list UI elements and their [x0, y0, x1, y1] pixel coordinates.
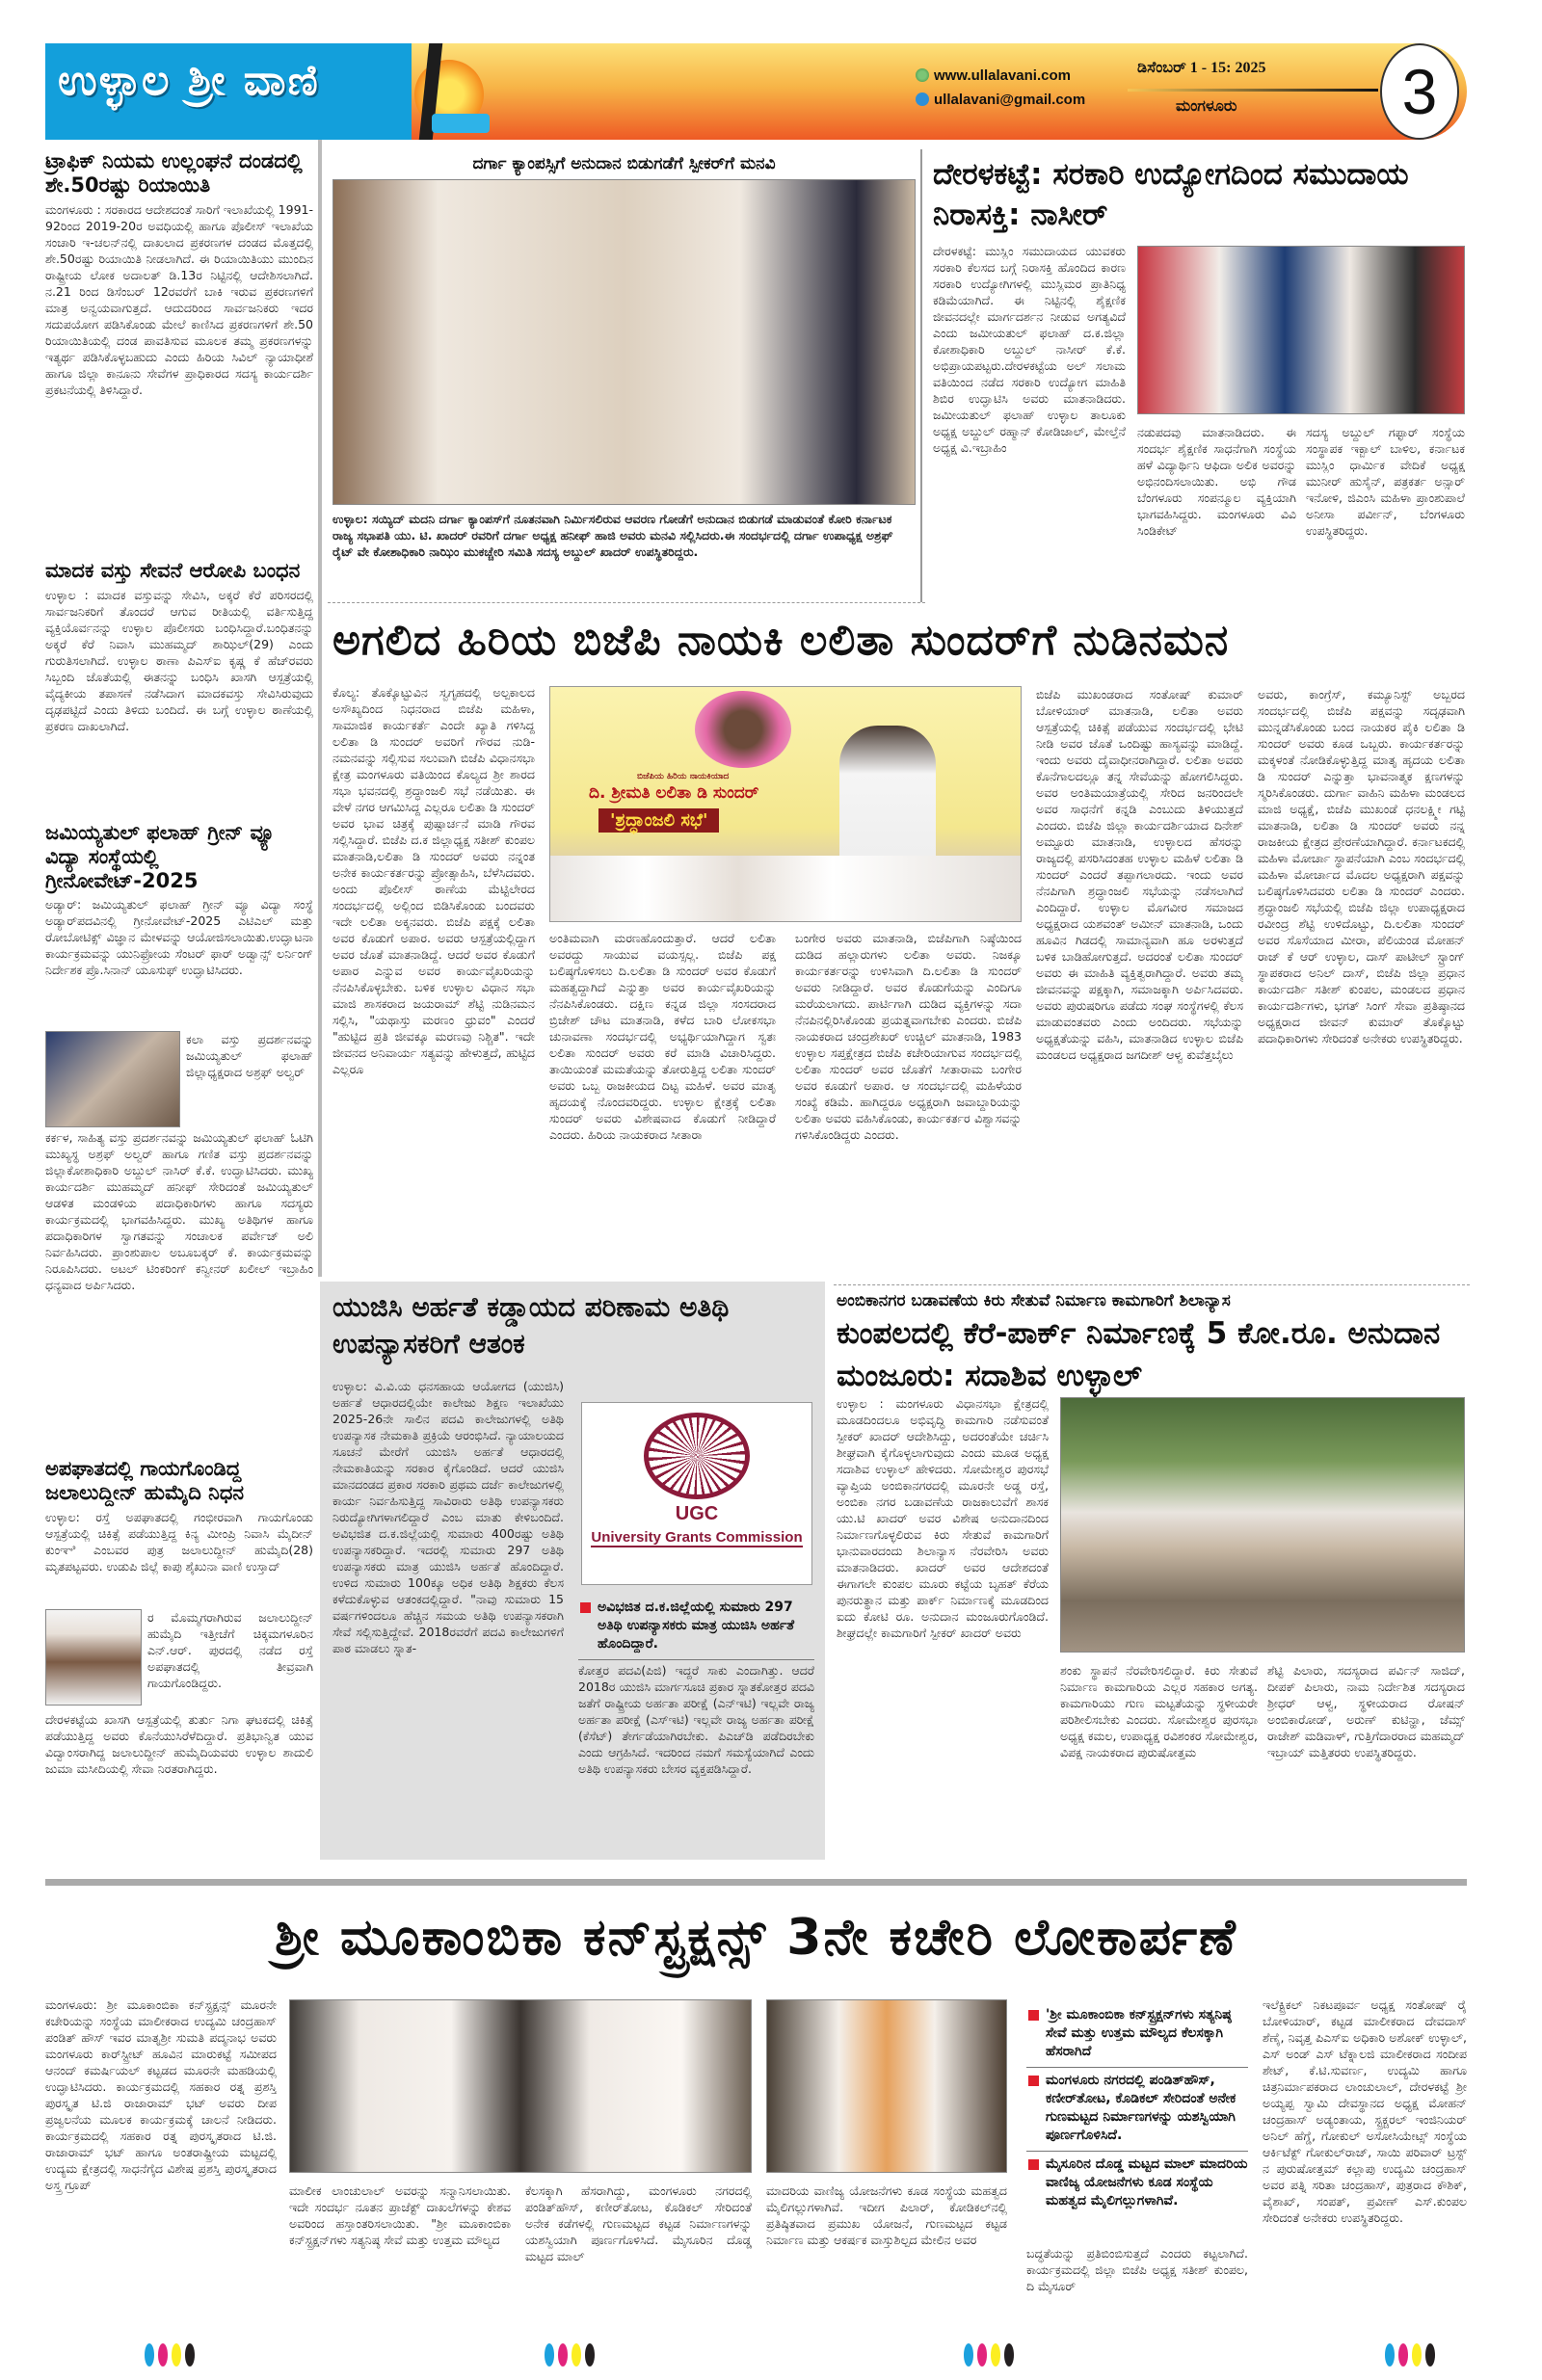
- article-body: ಇಲೆಕ್ಟ್ರಿಕಲ್ ನಿಕಟಪೂರ್ವ ಅಧ್ಯಕ್ಷ ಸಂತೋಷ್ ರೈ ಬೋಳಿಯಾರ್, ಕಟ್ಟಡ ಮಾಲೀಕರಾದ ದೇವದಾಸ್ ಶೆಣೈ, ನಿವೃತ್ತ ಪಿಎಸ್ಐ ಅಧಿಕಾರಿ ಅಶೋಕ್ ಉಳ್ಳಾಲ್, ಎಸ್ ಅಂಡ್ ಎಸ್ ಟೆಕ್ನಾಲಜಿ ಮಾಲೀಕರಾದ ಸಂದೀಪ ಶೇಟ್, ಕೆ.ಟಿ.ಸುವರ್ಣ, ಉದ್ಯಮಿ ಹಾಗೂ ಚಿತ್ರನಿರ್ಮಾಪಕರಾದ ಲಾಂಚುಲಾಲ್, ದೇರಳಕಟ್ಟೆ ಶ್ರೀ ಅಯ್ಯಪ್ಪ ಸ್ವಾಮಿ ದೇವಸ್ಥಾನದ ಅಧ್ಯಕ್ಷ ಮೋಹನ್ ಚಂದ್ರಹಾಸ್ ಅಡ್ಯಂತಾಯ, ಸ್ಟ್ರಕ್ಚರಲ್ ಇಂಜಿನಿಯರ್ ಅನಿಲ್ ಹೆಗ್ಡೆ, ಗೋಕುಲ್ ಅಸೋಸಿಯೇಟ್ಸ್ ಸಂಸ್ಥೆಯ ಆರ್ಕಿಟೆಕ್ಟ್ ಗೋಕುಲ್‌ರಾಜ್, ಸಾಯಿ ಪರಿವಾರ್ ಟ್ರಸ್ಟ್ ನ ಪುರುಷೋತ್ತಮ್ ಕಲ್ಲಾಪು ಉದ್ಯಮಿ ಚಂದ್ರಹಾಸ್ ಅವರ ಪತ್ನಿ ಸರಿತಾ ಚಂದ್ರಹಾಸ್, ಪುತ್ರರಾದ ಕೌಶಿಕ್, ವೈಶಾಖ್, ಸಂಪತ್, ಪ್ರವೀಣ್ ಎಸ್.ಕುಂಪಲ ಸೇರಿದಂತೆ ಅನೇಕರು ಉಪಸ್ಥಿತರಿದ್ದರು.: [1263, 1997, 1467, 2225]
- page-number: 3: [1380, 43, 1459, 140]
- registration-mark-icon: [1385, 2343, 1435, 2367]
- article-body: ಉಳ್ಳಾಲ : ಮಾದಕ ವಸ್ತುವನ್ನು ಸೇವಿಸಿ, ಅಕ್ಕರೆ ಕೆರೆ ಪರಿಸರದಲ್ಲಿ ಸಾರ್ವಜನಿಕರಿಗೆ ತೊಂದರೆ ಆಗುವ ರೀತಿಯಲ್ಲಿ ವರ್ತಿಸುತ್ತಿದ್ದ ವ್ಯಕ್ತಿಯೊರ್ವನನ್ನು ಉಳ್ಳಾಲ ಪೊಲೀಸರು ಬಂಧಿಸಿದ್ದಾರೆ.ಬಂಧಿತನನ್ನು ಅಕ್ಕರೆ ಕೆರೆ ನಿವಾಸಿ ಮುಹಮ್ಮದ್ ಶಾಝಿಲ್(29) ಎಂದು ಗುರುತಿಸಲಾಗಿದೆ. ಉಳ್ಳಾಲ ಠಾಣಾ ಪಿಎಸ್ಐ ಕೃಷ್ಣ ಕೆ ಹೆಚ್‌ರವರು ಸಿಬ್ಬಂದಿ ಜೊತೆಯಲ್ಲಿ ಈತನನ್ನು ಬಂಧಿಸಿ ಖಾಸಗಿ ಆಸ್ಪತ್ರೆಯಲ್ಲಿ ವೈದ್ಯಕೀಯ ತಪಾಸಣೆ ನಡೆಸಿದಾಗ ಮಾದಕವಸ್ತು ಸೇವಿಸಿರುವುದು ದೃಢಪಟ್ಟಿದೆ ಎಂದು ತಿಳಿದು ಬಂದಿದೆ. ಈ ಬಗ್ಗೆ ಉಳ್ಳಾಲ ಠಾಣೆಯಲ್ಲಿ ಪ್ರಕರಣ ದಾಖಲಾಗಿದೆ.: [45, 587, 313, 733]
- article-body: ಬಿಜೆಪಿ ಮುಖಂಡರಾದ ಸಂತೋಷ್ ಕುಮಾರ್ ಬೋಳಿಯಾರ್ ಮಾತನಾಡಿ, ಲಲಿತಾ ಅವರು ಆಸ್ಪತ್ರೆಯಲ್ಲಿ ಚಿಕಿತ್ಸೆ ಪಡೆಯುವ ಸಂದರ್ಭದಲ್ಲಿ ಭೇಟಿ ನೀಡಿ ಅವರ ಜೊತೆ ಒಂದಿಷ್ಟು ಹಾಸ್ಯವನ್ನು ಮಾಡಿದ್ದೆ. ಇಂದು ಅವರು ದೈವಾಧೀನರಾಗಿದ್ದಾರೆ. ಲಲಿತಾ ಅವರು ಕೊನೆಗಾಲದಲ್ಲೂ ತನ್ನ ಸೇವೆಯನ್ನು ಹೋಗಲಿಸಿದ್ದರು. ಅವರ ಅಂತಿಮಯಾತ್ರೆಯಲ್ಲಿ ಸೇರಿದ ಜನರಿಂದಲೇ ಅವರ ಸಾಧನೆಗೆ ಕನ್ನಡಿ ಎಂಬುದು ತಿಳಿಯುತ್ತದೆ ಎಂದರು. ಬಿಜೆಪಿ ಜಿಲ್ಲಾ ಕಾರ್ಯದರ್ಶಿಯಾದ ದಿನೇಶ್ ಅಮ್ಟೂರು ಮಾತನಾಡಿ, ಉಳ್ಳಾಲದ ಹೆಸರನ್ನು ರಾಜ್ಯದಲ್ಲಿ ಪಸರಿಸಿದಂತಹ ಉಳ್ಳಾಲ ಮಹಿಳೆ ಲಲಿತಾ ಡಿ ಸುಂದರ್ ಎಂದರೆ ತಪ್ಪಾಗಲಾರದು. ಇಂದು ಅವರ ನೆನಪಿಗಾಗಿ ಶ್ರದ್ಧಾಂಜಲಿ ಸಭೆಯನ್ನು ನಡೆಸಲಾಗಿದೆ ಎಂದಿದ್ದಾರೆ. ಉಳ್ಳಾಲ ಮೊಗವೀರ ಸಮಾಜದ ಅಧ್ಯಕ್ಷರಾದ ಯಶವಂತ್ ಅಮೀನ್ ಮಾತನಾಡಿ, ಒಂದು ಹೂವಿನ ಗಿಡದಲ್ಲಿ ಸಾಮಾನ್ಯವಾಗಿ ಹೂ ಅರಳುತ್ತದೆ ಬಳಿಕ ಬಾಡಿಹೋಗುತ್ತದೆ. ಅದರಂತೆ ಲಲಿತಾ ಸುಂದರ್ ಅವರು ಈ ಮಾಹಿತಿ ವ್ಯಕ್ತಿತ್ವರಾಗಿದ್ದಾರೆ. ಅವರು ತಮ್ಮ ಜೀವನವನ್ನು ಪಕ್ಷಕ್ಕಾಗಿ, ಸಮಾಜಕ್ಕಾಗಿ ಅರ್ಪಿಸಿದವರು. ಅವರು ಪುರುಷರಿಗೂ ಪಡೆದು ಸಂಘ ಸಂಸ್ಥೆಗಳಲ್ಲಿ ಕೆಲಸ ಮಾಡುವಂತವರು ಎಂದು ಅಂದಿದರು. ಸಭೆಯನ್ನು ಅಧ್ಯಕ್ಷತೆಯನ್ನು ವಹಿಸಿ, ಮಾತನಾಡಿದ ಉಳ್ಳಾಲ ಬಿಜೆಪಿ ಮಂಡಲದ ಅಧ್ಯಕ್ಷರಾದ ಜಗದೀಶ್ ಆಳ್ವ ಕುವೆತ್ತಬೈಲು: [1036, 687, 1243, 1062]
- registration-mark-icon: [145, 2343, 195, 2367]
- article-body: ನಡುಪದವು ಮಾತನಾಡಿದರು. ಈ ಸಂದರ್ಭ ಶೈಕ್ಷಣಿಕ ಸಾಧನೆಗಾಗಿ ಸಂಸ್ಥೆಯ ಹಳೆ ವಿದ್ಯಾರ್ಥಿನಿ ಆಫಿದಾ ಅಲಿಕ ಅವರನ್ನು ಅಭಿನಂದಿಸಲಾಯಿತು. ಅಭಿ ಗೌಡ ಬೆಂಗಳೂರು ಸಂಪನ್ಮೂಲ ವ್ಯಕ್ತಿಯಾಗಿ ಭಾಗವಹಿಸಿದ್ದರು. ಮಂಗಳೂರು ವಿವಿ ಸಿಂಡಿಕೇಟ್: [1137, 425, 1296, 538]
- story-drug-arrest: [45, 559, 313, 797]
- story-traffic-fine: [45, 149, 313, 446]
- headline: ಅಗಲಿದ ಹಿರಿಯ ಬಿಜೆಪಿ ನಾಯಕಿ ಲಲಿತಾ ಸುಂದರ್‌ಗೆ ನುಡಿನಮನ: [332, 616, 1230, 665]
- highlight-bullet: 'ಶ್ರೀ ಮೂಕಾಂಬಿಕಾ ಕನ್‌ಸ್ಟ್ರಕ್ಷನ್‌ಗಳು ಸತ್ಯನಿಷ್ಠ ಸೇವೆ ಮತ್ತು ಉತ್ತಮ ಮೌಲ್ಯದ ಕೆಲಸಕ್ಕಾಗಿ ಹೆಸರಾಗಿದೆ: [1026, 2002, 1248, 2068]
- section-divider: [45, 1879, 1467, 1886]
- article-body: ರ ಮೊಮ್ಮಗರಾಗಿರುವ ಜಲಾಲುದ್ದೀನ್ ಹುಮೈದಿ ಇತ್ತೀಚೆಗೆ ಚಿಕ್ಕಮಗಳೂರಿನ ಎನ್.ಆರ್. ಪುರದಲ್ಲಿ ನಡೆದ ರಸ್ತೆ ಅಪಘಾತದಲ್ಲಿ ತೀವ್ರವಾಗಿ ಗಾಯಗೊಂಡಿದ್ದರು.: [147, 1609, 313, 1690]
- photo-caption: ಉಳ್ಳಾಲ: ಸಯ್ಯಿದ್ ಮದನಿ ದರ್ಗಾ ಕ್ಯಾಂಪಸ್‌ಗೆ ನೂತನವಾಗಿ ನಿರ್ಮಿಸಲಿರುವ ಆವರಣ ಗೋಡೆಗೆ ಅನುದಾನ ಬಿಡುಗಡೆ ಮಾಡುವಂತೆ ಕೋರಿ ಕರ್ನಾಟಕ ರಾಜ್ಯ ಸಭಾಪತಿ ಯು. ಟಿ. ಖಾದರ್ ರವರಿಗೆ ದರ್ಗಾ ಅಧ್ಯಕ್ಷ ಹನೀಫ್ ಹಾಜಿ ಅವರು ಮನವಿ ಸಲ್ಲಿಸಿದರು.ಈ ಸಂದರ್ಭದಲ್ಲಿ ದರ್ಗಾ ಉಪಾಧ್ಯಕ್ಷ ಅಶ್ರಫ್ ರೈಟ್ ವೇ ಕೋಶಾಧಿಕಾರಿ ನಾಝಿಂ ಮುಕಚ್ಚೇರಿ ಸಮಿತಿ ಸದಸ್ಯ ಅಬ್ದುಲ್ ಖಾದರ್ ಉಪಸ್ಥಿತರಿದ್ದರು.: [332, 512, 893, 560]
- headline: ಅಪಘಾತದಲ್ಲಿ ಗಾಯಗೊಂಡಿದ್ದ ಜಲಾಲುದ್ದೀನ್ ಹುಮೈದಿ ನಿಧನ: [45, 1457, 245, 1504]
- story-mookambika: [45, 1903, 1467, 1972]
- banner-event: 'ಶ್ರದ್ಧಾಂಜಲಿ ಸಭೆ': [598, 808, 719, 833]
- article-body: ಮಾದರಿಯ ವಾಣಿಜ್ಯ ಯೋಜನೆಗಳು ಕೂಡ ಸಂಸ್ಥೆಯ ಮಹತ್ವದ ಮೈಲಿಗಲ್ಲುಗಳಾಗಿವೆ. ಇದೀಗ ಪಿಲಾರ್, ಕೋಡಿಕಲ್‌ನಲ್ಲಿ ಪ್ರತಿಷ್ಠಿತವಾದ ಪ್ರಮುಖ ಯೋಜನೆ, ಗುಣಮಟ್ಟದ ಕಟ್ಟಡ ನಿರ್ಮಾಣ ಮತ್ತು ಆಕರ್ಷಕ ವಾಸ್ತುಶಿಲ್ಪದ ಮೇಲಿನ ಅವರ: [766, 2183, 1007, 2247]
- story-greenovate: [45, 821, 313, 1378]
- article-body: ಮಂಗಳೂರು : ಸರಕಾರದ ಆದೇಶದಂತೆ ಸಾರಿಗೆ ಇಲಾಖೆಯಲ್ಲಿ 1991-92ರಿಂದ 2019-20ರ ಅವಧಿಯಲ್ಲಿ ಹಾಗೂ ಪೊಲೀಸ್ ಇಲಾಖೆಯ ಸಂಚಾರಿ ಇ-ಚಲನ್‌ನಲ್ಲಿ ದಾಖಲಾದ ಪ್ರಕರಣಗಳ ದಂಡದ ಮೊತ್ತದಲ್ಲಿ ಶೇ.50ರಷ್ಟು ರಿಯಾಯಿತಿ ನೀಡಲಾಗಿದೆ. ಈ ರಿಯಾಯಿತಿಯು ಮುಂದಿನ ರಾಷ್ಟ್ರೀಯ ಲೋಕ ಅದಾಲತ್ ಡಿ.13ರ ನಿಟ್ಟಿನಲ್ಲಿ ಆದೇಶಿಸಲಾಗಿದೆ. ನ.21 ರಿಂದ ಡಿಸೆಂಬರ್ 12ರವರೆಗೆ ಬಾಕಿ ಇರುವ ಪ್ರಕರಣಗಳಿಗೆ ಮಾತ್ರ ಅನ್ವಯವಾಗುತ್ತದೆ. ಆದುದರಿಂದ ಸಾರ್ವಜನಿಕರು ಇದರ ಸದುಪಯೋಗ ಪಡಿಸಿಕೊಂಡು ಮೇಲೆ ಕಾಣಿಸಿದ ಪ್ರಕರಣಗಳಿಗೆ ಶೇ.50 ರಿಯಾಯಿತಿಯಲ್ಲಿ ದಂಡ ಪಾವತಿಸುವ ಮೂಲಕ ತಮ್ಮ ಪ್ರಕರಣಗಳನ್ನು ಇತ್ಯರ್ಥ ಪಡಿಸಿಕೊಳ್ಳಬಹುದು ಎಂದು ಹಿರಿಯ ಸಿವಿಲ್ ನ್ಯಾಯಾಧೀಶೆ ಹಾಗೂ ಜಿಲ್ಲಾ ಕಾನೂನು ಸೇವೆಗಳ ಪ್ರಾಧಿಕಾರದ ಸದಸ್ಯ ಕಾರ್ಯದರ್ಶಿ ಪ್ರಕಟನೆಯಲ್ಲಿ ತಿಳಿಸಿದ್ದಾರೆ.: [45, 201, 313, 397]
- story-deralakatte: [933, 154, 1468, 235]
- envelope-icon: [916, 93, 929, 106]
- article-body: ಶೆಟ್ಟಿ ಪಿಲಾರು, ಸದಸ್ಯರಾದ ಪರ್ವಿನ್ ಸಾಜಿದ್, ದೀಪಕ್ ಪಿಲಾರು, ನಾಮ ನಿರ್ದೇಶಿತ ಸದಸ್ಯರಾದ ಶ್ರೀಧರ್ ಆಳ್ವ, ಸ್ಥಳೀಯರಾದ ರೋಷನ್ ಅಂಬಿಕಾರೋಡ್, ಅರುಣ್ ಕುಟಿನ್ಹಾ, ಜೆಮ್ಸ್ ರಾಜೇಶ್ ಮಡಿವಾಳ್, ಗುತ್ತಿಗೆದಾರರಾದ ಮಹಮ್ಮದ್ ಇಬ್ರಾಯ್ ಮತ್ತಿತರರು ಉಪಸ್ಥಿತರಿದ್ದರು.: [1267, 1663, 1465, 1759]
- website-link[interactable]: www.ullalavani.com: [916, 67, 1071, 84]
- story-ugc: [332, 1289, 814, 1362]
- kicker: ಅಂಬಿಕಾನಗರ ಬಡಾವಣೆಯ ಕಿರು ಸೇತುವೆ ನಿರ್ಮಾಣ ಕಾಮಗಾರಿಗೆ ಶಿಲಾನ್ಯಾಸ: [837, 1291, 1231, 1310]
- article-body: ಕೆಲಸಕ್ಕಾಗಿ ಹೆಸರಾಗಿದ್ದು, ಮಂಗಳೂರು ನಗರದಲ್ಲಿ ಪಂಡಿತ್‌ಹೌಸ್, ಕಣೀರ್‌ತೋಟ, ಕೊಡಿಕಲ್ ಸೇರಿದಂತೆ ಅನೇಕ ಕಡೆಗಳಲ್ಲಿ ಗುಣಮಟ್ಟದ ಕಟ್ಟಡ ನಿರ್ಮಾಣಗಳನ್ನು ಯಶಸ್ವಿಯಾಗಿ ಪೂರ್ಣಗೊಳಿಸಿದೆ. ಮೈಸೂರಿನ ದೊಡ್ಡ ಮಟ್ಟದ ಮಾಲ್: [525, 2183, 752, 2263]
- article-body: ಬದ್ಧತೆಯನ್ನು ಪ್ರತಿಬಿಂಬಿಸುತ್ತದೆ ಎಂದರು ಕಟ್ಟಲಾಗಿದೆ. ಕಾರ್ಯಕ್ರಮದಲ್ಲಿ ಜಿಲ್ಲಾ ಬಿಜೆಪಿ ಅಧ್ಯಕ್ಷ ಸತೀಶ್ ಕುಂಪಲ, ದಿ ಮೈಸೂರ್: [1026, 2246, 1248, 2293]
- ribbon-cutting-photo: [766, 1999, 1007, 2173]
- headline: ಶ್ರೀ ಮೂಕಾಂಬಿಕಾ ಕನ್‌ಸ್ಟ್ರಕ್ಷನ್ಸ್ 3ನೇ ಕಚೇರಿ ಲೋಕಾರ್ಪಣೆ: [275, 1909, 1237, 1967]
- story-kumpala-park: [837, 1291, 1468, 1397]
- story-dargah-grant: [332, 154, 916, 580]
- shraddhanjali-photo: [549, 686, 1022, 922]
- globe-icon: [916, 68, 929, 82]
- lamp-lighting-photo: [289, 1999, 752, 2173]
- headline: ಜಮಿಯ್ಯತುಲ್ ಫಲಾಹ್ ಗ್ರೀನ್ ವ್ಯೂ ವಿದ್ಯಾ ಸಂಸ್ಥೆಯಲ್ಲಿ ಗ್ರೀನೋವೇಟ್-2025: [45, 821, 276, 892]
- portrait-garland: [695, 691, 791, 768]
- banner-subtitle: ಬಿಜೆಪಿಯ ಹಿರಿಯ ನಾಯಕಿಯಾದ: [637, 772, 730, 781]
- story-lalitha-sundar: [332, 612, 1465, 670]
- article-body: ಕಲಾ ವಸ್ತು ಪ್ರದರ್ಶನವನ್ನು ಜಮಿಯ್ಯತುಲ್ ಫಲಾಹ್ ಜಿಲ್ಲಾಧ್ಯಕ್ಷರಾದ ಅಶ್ರಫ್ ಅಲ್ವರ್: [186, 1032, 313, 1080]
- headline: ಟ್ರಾಫಿಕ್ ನಿಯಮ ಉಲ್ಲಂಘನೆ ದಂಡದಲ್ಲಿ ಶೇ.50ರಷ್ಟು ರಿಯಾಯಿತಿ: [45, 149, 303, 197]
- article-body: ಮಾಲೀಕ ಲಾಂಚುಲಾಲ್ ಅವರನ್ನು ಸನ್ಮಾನಿಸಲಾಯಿತು. ಇದೇ ಸಂದರ್ಭ ನೂತನ ಪ್ರಾಜೆಕ್ಟ್ ದಾಖಲೆಗಳನ್ನು ಕೇಶವ ಅವರಿಂದ ಹಸ್ತಾಂತರಿಸಲಾಯಿತು. "ಶ್ರೀ ಮೂಕಾಂಬಿಕಾ ಕನ್‌ಸ್ಟ್ರಕ್ಷನ್‌ಗಳು ಸತ್ಯನಿಷ್ಠ ಸೇವೆ ಮತ್ತು ಉತ್ತಮ ಮೌಲ್ಯದ: [289, 2183, 511, 2247]
- newspaper-title: ಉಳ್ಳಾಲ ಶ್ರೀ ವಾಣಿ: [58, 56, 320, 105]
- banner-name: ದಿ. ಶ್ರೀಮತಿ ಲಲಿತಾ ಡಿ ಸುಂದರ್: [589, 783, 759, 803]
- article-body: ಉಳ್ಳಾಲ: ರಸ್ತೆ ಅಪಘಾತದಲ್ಲಿ ಗಂಭೀರವಾಗಿ ಗಾಯಗೊಂಡು ಆಸ್ಪತ್ರೆಯಲ್ಲಿ ಚಿಕಿತ್ಸೆ ಪಡೆಯುತ್ತಿದ್ದ ಕಿನ್ಯ ಮೀಂಪ್ರಿ ನಿವಾಸಿ ಮೈದೀನ್ ಕುಂಞಿ ಎಂಬವರ ಪುತ್ರ ಜಲಾಲುದ್ದೀನ್ ಹುಮೈದಿ(28) ಮೃತಪಟ್ಟವರು. ಉಡುಪಿ ಜಿಲ್ಲೆ ಕಾಪು ಶೈಖುನಾ ವಾಣಿ ಉಸ್ತಾದ್: [45, 1509, 313, 1573]
- seated-guests: [550, 856, 1021, 922]
- date-divider: [1128, 89, 1378, 92]
- article-body: ದೇರಳಕಟ್ಟೆ: ಮುಸ್ಲಿಂ ಸಮುದಾಯದ ಯುವಕರು ಸರಕಾರಿ ಕೆಲಸದ ಬಗ್ಗೆ ನಿರಾಸಕ್ತಿ ಹೊಂದಿದ ಕಾರಣ ಸರಕಾರಿ ಉದ್ಯೋಗಿಗಳಲ್ಲಿ ಮುಸ್ಲಿಮರ ಪ್ರಾತಿನಿಧ್ಯ ಕಡಿಮೆಯಾಗಿದೆ. ಈ ನಿಟ್ಟಿನಲ್ಲಿ ಶೈಕ್ಷಣಿಕ ಜೀವನದಲ್ಲೇ ಮಾರ್ಗದರ್ಶನ ನೀಡುವ ಅಗತ್ಯವಿದೆ ಎಂದು ಜಮೀಯತುಲ್ ಫಲಾಹ್ ದ.ಕ.ಜಿಲ್ಲಾ ಕೋಶಾಧಿಕಾರಿ ಅಬ್ದುಲ್ ನಾಸೀರ್ ಕೆ.ಕೆ. ಅಭಿಪ್ರಾಯಪಟ್ಟರು.ದೇರಳಕಟ್ಟೆಯ ಅಲ್ ಸಲಾಮ ವತಿಯಿಂದ ನಡೆದ ಸರಕಾರಿ ಉದ್ಯೋಗ ಮಾಹಿತಿ ಶಿಬಿರ ಉದ್ಘಾಟಿಸಿ ಅವರು ಮಾತನಾಡಿದರು. ಜಮೀಯತುಲ್ ಫಲಾಹ್ ಉಳ್ಳಾಲ ತಾಲೂಕು ಅಧ್ಯಕ್ಷ ಅಬ್ದುಲ್ ರಹ್ಮಾನ್ ಕೋಡಿಜಾಲ್, ಮೇಲ್ತೆನೆ ಅಧ್ಯಕ್ಷ ವಿ.ಇಬ್ರಾಹಿಂ: [933, 244, 1126, 455]
- email-link[interactable]: ullalavani@gmail.com: [916, 92, 1085, 108]
- article-body: ಉಳ್ಳಾಲ: ವಿ.ವಿ.ಯ ಧನಸಹಾಯ ಆಯೋಗದ (ಯುಜಿಸಿ) ಅರ್ಹತೆ ಆಧಾರದಲ್ಲಿಯೇ ಕಾಲೇಜು ಶಿಕ್ಷಣ ಇಲಾಖೆಯು 2025-26ನೇ ಸಾಲಿನ ಪದವಿ ಕಾಲೇಜುಗಳಲ್ಲಿ ಅತಿಥಿ ಉಪನ್ಯಾಸಕ ನೇಮಕಾತಿ ಪ್ರಕ್ರಿಯೆ ಆರಂಭಿಸಿದೆ. ನ್ಯಾಯಾಲಯದ ಸೂಚನೆ ಮೇರೆಗೆ ಯುಜಿಸಿ ಅರ್ಹತೆ ಆಧಾರದಲ್ಲಿ ನೇಮಕಾತಿಯನ್ನು ಸರಕಾರ ಕೈಗೊಂಡಿದೆ. ಆದರೆ ಯುಜಿಸಿ ಮಾನದಂಡದ ಪ್ರಕಾರ ಸರಕಾರಿ ಪ್ರಥಮ ದರ್ಜೆ ಕಾಲೇಜುಗಳಲ್ಲಿ ಕಾರ್ಯ ನಿರ್ವಹಿಸುತ್ತಿದ್ದ ಸಾವಿರಾರು ಅತಿಥಿ ಉಪನ್ಯಾಸಕರು ನಿರುದ್ಯೋಗಿಗಳಾಗಲಿದ್ದಾರೆ ಎಂಬ ಮಾತು ಕೇಳಿಬಂದಿದೆ. ಅವಿಭಜಿತ ದ.ಕ.ಜಿಲ್ಲೆಯಲ್ಲಿ ಸುಮಾರು 400ರಷ್ಟು ಅತಿಥಿ ಉಪನ್ಯಾಸಕರಿದ್ದಾರೆ. ಇದರಲ್ಲಿ ಸುಮಾರು 297 ಅತಿಥಿ ಉಪನ್ಯಾಸಕರು ಮಾತ್ರ ಯುಜಿಸಿ ಅರ್ಹತೆ ಹೊಂದಿದ್ದಾರೆ. ಉಳಿದ ಸುಮಾರು 100ಕ್ಕೂ ಅಧಿಕ ಅತಿಥಿ ಶಿಕ್ಷಕರು ಕೆಲಸ ಕಳೆದುಕೊಳ್ಳುವ ಆತಂಕದಲ್ಲಿದ್ದಾರೆ. "ನಾವು ಸುಮಾರು 15 ವರ್ಷಗಳಿಂದಲೂ ಹೆಚ್ಚಿನ ಸಮಯ ಅತಿಥಿ ಉಪನ್ಯಾಸಕರಾಗಿ ಸೇವೆ ಸಲ್ಲಿಸುತ್ತಿದ್ದೇವೆ. 2018ರವರೆಗೆ ಪದವಿ ಕಾಲೇಜುಗಳಿಗೆ ಪಾಠ ಮಾಡಲು ಸ್ನಾತ-: [332, 1379, 564, 1655]
- article-body: ಮಂಗಳೂರು: ಶ್ರೀ ಮೂಕಾಂಬಿಕಾ ಕನ್‌ಸ್ಟ್ರಕ್ಷನ್ಸ್ ಮೂರನೇ ಕಚೇರಿಯನ್ನು ಸಂಸ್ಥೆಯ ಮಾಲೀಕರಾದ ಉದ್ಯಮಿ ಚಂದ್ರಹಾಸ್ ಪಂಡಿತ್ ಹೌಸ್ ಇವರ ಮಾತೃಶ್ರೀ ಸುಮತಿ ಪದ್ಮನಾಭ ಅವರು ಮಂಗಳೂರು ಕಾರ್‌ಸ್ಟ್ರೀಟ್ ಹೂವಿನ ಮಾರುಕಟ್ಟೆ ಸಮೀಪದ ಆನಂದ್ ಕಮರ್ಷಿಯಲ್ ಕಟ್ಟಡದ ಮೂರನೇ ಮಹಡಿಯಲ್ಲಿ ಉದ್ಘಾಟಿಸಿದರು. ಕಾರ್ಯಕ್ರಮದಲ್ಲಿ ಸಹಕಾರ ರತ್ನ ಪ್ರಶಸ್ತಿ ಪುರಸ್ಕೃತ ಟಿ.ಜಿ ರಾಜಾರಾಮ್ ಭಟ್ ಅವರು ದೀಪ ಪ್ರಜ್ವಲನೆಯ ಮೂಲಕ ಕಾರ್ಯಕ್ರಮಕ್ಕೆ ಚಾಲನೆ ನೀಡಿದರು. ಕಾರ್ಯಕ್ರಮದಲ್ಲಿ ಸಹಕಾರ ರತ್ನ ಪುರಸ್ಕೃತರಾದ ಟಿ.ಜಿ. ರಾಜಾರಾಮ್ ಭಟ್ ಹಾಗೂ ಅಂತರಾಷ್ಟ್ರೀಯ ಮಟ್ಟದಲ್ಲಿ ಉದ್ಯಮ ಕ್ಷೇತ್ರದಲ್ಲಿ ಸಾಧನೆಗೈದ ವಿಶೇಷ ಪ್ರಶಸ್ತಿ ಪುರಸ್ಕೃತರಾದ ಅಸ್ತ್ರ ಗ್ರೂಪ್: [45, 1997, 277, 2192]
- article-body: ಬಂಗೇರ ಅವರು ಮಾತನಾಡಿ, ಬಿಜೆಪಿಗಾಗಿ ನಿಷ್ಠೆಯಿಂದ ದುಡಿದ ಹಲ್ಲಾರುಗಳು ಲಲಿತಾ ಅವರು. ನಿಜಕ್ಕೂ ಕಾರ್ಯಕರ್ತರನ್ನು ಉಳಿಸಿವಾಗಿ ದಿ.ಲಲಿತಾ ಡಿ ಸುಂದರ್ ಅವರು ನೀಡಿದ್ದಾರೆ. ಅವರ ಕೊಡುಗೆಯನ್ನು ಎಂದಿಗೂ ಮರೆಯಲಾಗದು. ಪಾರ್ಟಿಗಾಗಿ ದುಡಿದ ವ್ಯಕ್ತಿಗಳನ್ನು ಸದಾ ನೆನಪಿನಲ್ಲಿರಿಸಿಕೊಂಡು ಪ್ರಯತ್ನವಾಗಬೇಕು ಎಂದರು. ಬಿಜೆಪಿ ನಾಯಕರಾದ ಚಂದ್ರಶೇಖರ್ ಉಚ್ಚಿಲ್ ಮಾತನಾಡಿ, 1983 ಉಳ್ಳಾಲ ಸಪ್ತಕ್ಷೇತ್ರದ ಬಿಜೆಪಿ ಕಚೇರಿಯಾಗುವ ಸಂದರ್ಭದಲ್ಲಿ ಲಲಿತಾ ಸುಂದರ್ ಅವರ ಜೊತೆಗೆ ಸೀತಾರಾಮ ಬಂಗೇರ ಅವರ ಕೂಡುಗೆ ಅಪಾರ. ಆ ಸಂದರ್ಭದಲ್ಲಿ ಮಹಿಳೆಯರ ಸಂಖ್ಯೆ ಕಡಿಮೆ. ಹಾಗಿದ್ದರೂ ಅಧ್ಯಕ್ಷರಾಗಿ ಜವಾಬ್ದಾರಿಯನ್ನು ಲಲಿತಾ ಅವರು ವಹಿಸಿಕೊಂಡು, ಕಾರ್ಯಕರ್ತರ ವಿಶ್ವಾಸವನ್ನು ಗಳಿಸಿಕೊಂಡಿದ್ದರು ಎಂದರು.: [795, 931, 1022, 1142]
- article-body: ಕೊಲ್ಯ: ತೊಕ್ಕೊಟ್ಟುವಿನ ಸ್ವಗೃಹದಲ್ಲಿ ಅಲ್ಪಕಾಲದ ಅಸೌಖ್ಯದಿಂದ ನಿಧನರಾದ ಬಿಜೆಪಿ ಮಹಿಳಾ, ಸಾಮಾಜಿಕ ಕಾರ್ಯಕರ್ತೆ ಎಂದೇ ಖ್ಯಾತಿ ಗಳಿಸಿದ್ದ ಲಲಿತಾ ಡಿ ಸುಂದರ್ ಅವರಿಗೆ ಗೌರವ ನುಡಿ-ನಮನವನ್ನು ಸಲ್ಲಿಸುವ ಸಲುವಾಗಿ ಬಿಜೆಪಿ ವಿಧಾನಸಭಾ ಕ್ಷೇತ್ರ ಮಂಗಳೂರು ವತಿಯಿಂದ ಕೊಲ್ಯದ ಶ್ರೀ ಶಾರದ ಸಭಾ ಭವನದಲ್ಲಿ ಶ್ರದ್ಧಾಂಜಲಿ ಸಭೆ ನಡೆಯಿತು. ಈ ವೇಳೆ ನಗರ ಆಗಮಿಸಿದ್ದ ಎಲ್ಲರೂ ಲಲಿತಾ ಡಿ ಸುಂದರ್ ಅವರ ಭಾವ ಚಿತ್ರಕ್ಕೆ ಪುಷ್ಪಾರ್ಚನೆ ಮಾಡಿ ಗೌರವ ಸಲ್ಲಿಸಿದ್ದಾರೆ. ಬಿಜೆಪಿ ದ.ಕ ಜಿಲ್ಲಾಧ್ಯಕ್ಷ ಸತೀಶ್ ಕುಂಪಲ ಮಾತನಾಡಿ,ಲಲಿತಾ ಡಿ ಸುಂದರ್ ಅವರು ನನ್ನಂತ ಅನೇಕ ಕಾರ್ಯಕರ್ತರನ್ನು ಪ್ರೋತ್ಸಾಹಿಸಿ, ಬೆಳೆಸಿದವರು. ಅಂದು ಪೊಲೀಸ್ ಠಾಣೆಯ ಮೆಟ್ಟಿಲೇರದ ಸಂದರ್ಭದಲ್ಲಿ ಅಲ್ಲಿಂದ ಬಿಡಿಸಿಕೊಂಡು ಬಂದವರು ಇದೇ ಲಲಿತಾ ಅಕ್ಕನವರು. ಬಿಜೆಪಿ ಪಕ್ಷಕ್ಕೆ ಲಲಿತಾ ಅವರ ಕೊಡುಗೆ ಅಪಾರ. ಅವರು ಆಸ್ಪತ್ರೆಯಲ್ಲಿದ್ದಾಗ ಅವರ ಜೊತೆ ಮಾತನಾಡಿದ್ದೆ. ಆದರೆ ಅವರ ಕೊಡುಗೆ ಅಪಾರ ಎನ್ನುವ ಅವರ ಕಾರ್ಯವೈಖರಿಯನ್ನು ನೆನಪಿಸಿಕೊಳ್ಳಬೇಕು. ಬಳಿಕ ಉಳ್ಳಾಲ ವಿಧಾನ ಸಭಾ ಮಾಜಿ ಶಾಸಕರಾದ ಜಯರಾಮ್ ಶೆಟ್ಟಿ ನುಡಿನಮನ ಸಲ್ಲಿಸಿ, "ಯಥಾಸ್ತು ಮರಣಂ ಧ್ರುವಂ" ಎಂದರೆ "ಹುಟ್ಟಿದ ಪ್ರತಿ ಜೀವಕ್ಕೂ ಮರಣವು ನಿಶ್ಚಿತ". ಇದೇ ಜೀವನದ ಅನಿವಾರ್ಯ ಸತ್ಯವನ್ನು ಹೇಳುತ್ತದೆ, ಹುಟ್ಟಿದ ಎಲ್ಲರೂ: [332, 685, 535, 1076]
- highlight-bullet: ಅವಿಭಜಿತ ದ.ಕ.ಜಿಲ್ಲೆಯಲ್ಲಿ ಸುಮಾರು 297 ಅತಿಥಿ ಉಪನ್ಯಾಸಕರು ಮಾತ್ರ ಯುಜಿಸಿ ಅರ್ಹತೆ ಹೊಂದಿದ್ದಾರೆ.: [578, 1595, 814, 1660]
- article-body: ಅವರು, ಕಾಂಗ್ರೆಸ್, ಕಮ್ಯೂನಿಸ್ಟ್ ಅಬ್ಬರದ ಸಂದರ್ಭದಲ್ಲಿ ಬಿಜೆಪಿ ಪಕ್ಷವನ್ನು ಸದೃಢವಾಗಿ ಮುನ್ನಡೆಸಿಕೊಂಡು ಬಂದ ನಾಯಕರ ಪೈಕಿ ಲಲಿತಾ ಡಿ ಸುಂದರ್ ಅವರು ಕೂಡ ಒಬ್ಬರು. ಕಾರ್ಯಕರ್ತರನ್ನು ಮಕ್ಕಳಂತೆ ನೋಡಿಕೊಳ್ಳುತ್ತಿದ್ದ ಮಾತೃ ಹೃದಯ ಲಲಿತಾ ಡಿ ಸುಂದರ್ ಎನ್ನುತ್ತಾ ಭಾವನಾತ್ಮಕ ಕ್ಷಣಗಳನ್ನು ಸ್ಮರಿಸಿಕೊಂಡರು. ದುರ್ಗಾ ವಾಹಿನಿ ಮಹಿಳಾ ಮಂಡಲದ ಮಾಜಿ ಅಧ್ಯಕ್ಷೆ, ಬಿಜೆಪಿ ಮುಖಂಡೆ ಧನಲಕ್ಷ್ಮೀ ಗಟ್ಟಿ ಮಾತನಾಡಿ, ಲಲಿತಾ ಡಿ ಸುಂದರ್ ಅವರು ನನ್ನ ರಾಜಕೀಯ ಕ್ಷೇತ್ರದ ಪ್ರೇರಣೆಯಾಗಿದ್ದಾರೆ. ಕರ್ನಾಟಕದಲ್ಲಿ ಮಹಿಳಾ ಮೋರ್ಚಾ ಸ್ಥಾಪನೆಯಾಗಿ ಎಂಬ ಸಂದರ್ಭದಲ್ಲಿ ಮಹಿಳಾ ಮೋರ್ಚಾದ ಮೊದಲ ಅಧ್ಯಕ್ಷರಾಗಿ ಪಕ್ಷವನ್ನು ಬಲಿಷ್ಠಗೊಳಿಸಿದವರು ಲಲಿತಾ ಡಿ ಸುಂದರ್ ಎಂದರು. ಶ್ರದ್ಧಾಂಜಲಿ ಸಭೆಯಲ್ಲಿ ಬಿಜೆಪಿ ಜಿಲ್ಲಾ ಉಪಾಧ್ಯಕ್ಷರಾದ ರವೀಂದ್ರ ಶೆಟ್ಟಿ ಉಳಿದೊಟ್ಟು, ದಿ.ಲಲಿತಾ ಸುಂದರ್ ಅವರ ಸೊಸೆಯಾದ ಮೀರಾ, ಪೆಲಿಯಂಡ ಮೋಹನ್ ರಾಜ್ ಕೆ ಆರ್ ಉಳ್ಳಾಲ, ದಾಸ್ ಪಾಟೀಲ್ ಸ್ಟ್ರಾಂಗ್ ಸ್ಥಾಪಕರಾದ ಅನಿಲ್ ದಾಸ್, ಬಿಜೆಪಿ ಜಿಲ್ಲಾ ಪ್ರಧಾನ ಕಾರ್ಯದರ್ಶಿ ಸತೀಶ್ ಕುಂಪಲ, ಮಂಡಲದ ಪ್ರಧಾನ ಕಾರ್ಯದರ್ಶಿಗಳು, ಭಗತ್ ಸಿಂಗ್ ಸೇವಾ ಪ್ರತಿಷ್ಠಾನದ ಅಧ್ಯಕ್ಷರಾದ ಜೀವನ್ ಕುಮಾರ್ ತೊಕ್ಕೊಟ್ಟು ಪದಾಧಿಕಾರಿಗಳು ಸೇರಿದಂತೆ ಅನೇಕರು ಉಪಸ್ಥಿತರಿದ್ದರು.: [1258, 687, 1465, 1045]
- headline: ಕುಂಪಲದಲ್ಲಿ ಕೆರೆ-ಪಾರ್ಕ್ ನಿರ್ಮಾಣಕ್ಕೆ 5 ಕೋ.ರೂ. ಅನುದಾನ ಮಂಜೂರು: ಸದಾಶಿವ ಉಳ್ಳಾಲ್: [837, 1316, 1441, 1394]
- foundation-ceremony-photo: [1060, 1397, 1465, 1653]
- logo-name: University Grants Commission: [591, 1529, 803, 1546]
- section-divider: [328, 602, 925, 604]
- section-divider: [834, 1284, 1470, 1285]
- headline: ದೇರಳಕಟ್ಟೆ: ಸರಕಾರಿ ಉದ್ಯೋಗದಿಂದ ಸಮುದಾಯ ನಿರಾಸಕ್ತಿ: ನಾಸೀರ್: [933, 157, 1409, 232]
- article-body: ದೇರಳಕಟ್ಟೆಯ ಖಾಸಗಿ ಆಸ್ಪತ್ರೆಯಲ್ಲಿ ತುರ್ತು ನಿಗಾ ಘಟಕದಲ್ಲಿ ಚಿಕಿತ್ಸೆ ಪಡೆಯುತ್ತಿದ್ದ ಅವರು ಕೊನೆಯುಸಿರೆಳೆದಿದ್ದಾರೆ. ಪ್ರತಿಭಾನ್ವಿತ ಯುವ ವಿದ್ವಾಂಸರಾಗಿದ್ದ ಜಲಾಲುದ್ದೀನ್ ಹುಮೈದಿಯವರು ಉಳ್ಳಾಲ ಶಾದುಲಿ ಜುಮಾ ಮಸೀದಿಯಲ್ಲಿ ಸೇವಾ ನಿರತರಾಗಿದ್ದರು.: [45, 1711, 313, 1776]
- headline: ದರ್ಗಾ ಕ್ಯಾಂಪಸ್ಸಿಗೆ ಅನುದಾನ ಬಿಡುಗಡೆಗೆ ಸ್ಪೀಕರ್‌ಗೆ ಮನವಿ: [472, 154, 776, 173]
- edition-city: ಮಂಗಳೂರು: [1176, 96, 1237, 115]
- wave-icon: [432, 114, 490, 133]
- headline: ಯುಜಿಸಿ ಅರ್ಹತೆ ಕಡ್ಡಾಯದ ಪರಿಣಾಮ ಅತಿಥಿ ಉಪನ್ಯಾಸಕರಿಗೆ ಆತಂಕ: [332, 1291, 730, 1360]
- jalaluddin-portrait: [45, 1609, 142, 1706]
- registration-mark-icon: [964, 2343, 1014, 2367]
- dargah-photo: [332, 179, 916, 505]
- greenovate-photo: [45, 1031, 180, 1127]
- registration-mark-icon: [545, 2343, 595, 2367]
- article-body: ಉಳ್ಳಾಲ : ಮಂಗಳೂರು ವಿಧಾನಸಭಾ ಕ್ಷೇತ್ರದಲ್ಲಿ ಮೂಡದಿಂದಲೂ ಅಭಿವೃದ್ಧಿ ಕಾಮಗಾರಿ ನಡೆಸುವಂತೆ ಸ್ಪೀಕರ್ ಖಾದರ್ ಆದೇಶಿಸಿದ್ದು, ಅದರಂತೆಯೇ ಚರ್ಚಿಸಿ ಶೀಘ್ರವಾಗಿ ಕೈಗೊಳ್ಳಲಾಗುವುದು ಎಂದು ಮೂಡ ಅಧ್ಯಕ್ಷ ಸದಾಶಿವ ಉಳ್ಳಾಲ್ ಹೇಳಿದರು. ಸೋಮೇಶ್ವರ ಪುರಸಭೆ ವ್ಯಾಪ್ತಿಯ ಅಂಬಿಕಾನಗರದಲ್ಲಿ ಮೂರನೇ ಅಡ್ಡ ರಸ್ತೆ, ಅಂಬಿಕಾ ನಗರ ಬಡಾವಣೆಯ ರಾಜಕಾಲುವೆಗೆ ಶಾಸಕ ಯು.ಟಿ ಖಾದರ್ ಅವರ ವಿಶೇಷ ಅನುದಾನದಿಂದ ನಿರ್ಮಾಣಗೊಳ್ಳಲಿರುವ ಕಿರು ಸೇತುವೆ ಕಾಮಗಾರಿಗೆ ಭಾನುವಾರದಂದು ಶಿಲಾನ್ಯಾಸ ನೆರವೇರಿಸಿ ಅವರು ಮಾತನಾಡಿದರು. ಖಾದರ್ ಅವರ ಆದೇಶದಂತೆ ಈಗಾಗಲೇ ಕುಂಪಲ ಮೂರು ಕಟ್ಟೆಯ ಬೃಹತ್ ಕೆರೆಯ ಪುನರುತ್ಥಾನ ಮತ್ತು ಪಾರ್ಕ್ ನಿರ್ಮಾಣಕ್ಕೆ ಮೂಡದಿಂದ ಐದು ಕೋಟಿ ರೂ. ಅನುದಾನ ಮಂಜೂರುಗೊಂಡಿದೆ. ಶೀಘ್ರದಲ್ಲೇ ಕಾಮಗಾರಿಗೆ ಸ್ಪೀಕರ್ ಖಾದರ್ ಅವರು: [837, 1396, 1049, 1640]
- issue-date: ಡಿಸೆಂಬರ್ 1 - 15: 2025: [1137, 60, 1266, 76]
- highlight-bullet: ಮಂಗಳೂರು ನಗರದಲ್ಲಿ ಪಂಡಿತ್‌ಹೌಸ್, ಕಣೀರ್‌ತೋಟ, ಕೊಡಿಕಲ್ ಸೇರಿದಂತೆ ಅನೇಕ ಗುಣಮಟ್ಟದ ನಿರ್ಮಾಣಗಳನ್ನು ಯಶಸ್ವಿಯಾಗಿ ಪೂರ್ಣಗೊಳಿಸಿದೆ.: [1026, 2068, 1248, 2152]
- column-divider: [318, 140, 322, 1277]
- logo-acronym: UGC: [675, 1503, 719, 1524]
- headline: ಮಾದಕ ವಸ್ತು ಸೇವನೆ ಆರೋಪಿ ಬಂಧನ: [45, 559, 301, 582]
- article-body: ಅಡ್ಯಾರ್: ಜಮಿಯ್ಯತುಲ್ ಫಲಾಹ್ ಗ್ರೀನ್ ವ್ಯೂ ವಿದ್ಯಾ ಸಂಸ್ಥೆ ಅಡ್ಯಾರ್‌ಪದವಿನಲ್ಲಿ ಗ್ರೀನೋವೇಟ್-2025 ಎಟಿಎಲ್ ಮತ್ತು ರೋಬೋಟಿಕ್ಸ್ ವಿಜ್ಞಾನ ಮೇಳವನ್ನು ಆಯೋಜಿಸಲಾಯಿತು.ಉದ್ಘಾಟನಾ ಕಾರ್ಯಕ್ರಮವನ್ನು ಯುನಿಫ್ರೋಯ ಸೆಂಟರ್ ಫಾರ್ ಅಡ್ವಾನ್ಸ್ ಲರ್ನಿಂಗ್ ನಿರ್ದೇಶಕ ಪ್ರೊ.ಸಿನಾನ್ ಯೂಸುಫ್ ಉದ್ಘಾಟಿಸಿದರು.: [45, 897, 313, 978]
- article-body: ಸದಸ್ಯ ಅಬ್ದುಲ್ ಗಫ್ಫಾರ್ ಸಂಸ್ಥೆಯ ಸಂಸ್ಥಾಪಕ ಇಕ್ಬಾಲ್ ಬಾಳಿಲ, ಕರ್ನಾಟಕ ಮುಸ್ಲಿಂ ಧಾರ್ಮಿಕ ವೇದಿಕೆ ಅಧ್ಯಕ್ಷ ಮುನೀರ್ ಹುಸೈನ್, ಪತ್ರಕರ್ತ ಅನ್ಸಾರ್ ಇನೋಳಿ, ಜಿಎಂಸಿ ಮಹಿಳಾ ಪ್ರಾಂಶುಪಾಲೆ ಅನೀಸಾ ಪರ್ವೀನ್, ಬೆಂಗಳೂರು ಉಪಸ್ಥಿತರಿದ್ದರು.: [1306, 425, 1465, 538]
- highlight-bullet: ಮೈಸೂರಿನ ದೊಡ್ಡ ಮಟ್ಟದ ಮಾಲ್ ಮಾದರಿಯ ವಾಣಿಜ್ಯ ಯೋಜನೆಗಳು ಕೂಡ ಸಂಸ್ಥೆಯ ಮಹತ್ವದ ಮೈಲಿಗಲ್ಲುಗಳಾಗಿವೆ.: [1026, 2152, 1248, 2216]
- article-body: ಶಂಕು ಸ್ಥಾಪನೆ ನೆರವೇರಿಸಲಿದ್ದಾರೆ. ಕಿರು ಸೇತುವೆ ನಿರ್ಮಾಣ ಕಾಮಗಾರಿಯ ಎಲ್ಲರ ಸಹಕಾರ ಅಗತ್ಯ. ಕಾಮಗಾರಿಯು ಗುಣ ಮಟ್ಟತೆಯನ್ನು ಸ್ಥಳೀಯರೇ ಪರಿಶೀಲಿಸಬೇಕು ಎಂದರು. ಸೋಮೇಶ್ವರ ಪುರಸಭಾ ಅಧ್ಯಕ್ಷ ಕಮಲ, ಉಪಾಧ್ಯಕ್ಷ ರವಿಶಂಕರ ಸೋಮೇಶ್ವರ, ವಿಪಕ್ಷ ನಾಯಕರಾದ ಪುರುಷೋತ್ತಮ: [1060, 1663, 1258, 1759]
- column-divider: [920, 149, 922, 602]
- article-body: ಕೋತ್ತರ ಪದವಿ(ಪಿಜಿ) ಇದ್ದರೆ ಸಾಕು ಎಂದಾಗಿತ್ತು. ಆದರೆ 2018ರ ಯುಜಿಸಿ ಮಾರ್ಗಸೂಚಿ ಪ್ರಕಾರ ಸ್ನಾತಕೋತ್ತರ ಪದವಿ ಜತೆಗೆ ರಾಷ್ಟ್ರೀಯ ಅರ್ಹತಾ ಪರೀಕ್ಷೆ (ಎನ್‌ಇಟಿ) ಇಲ್ಲವೇ ರಾಜ್ಯ ಅರ್ಹತಾ ಪರೀಕ್ಷೆ (ಎಸ್‌ಇಟಿ) ಇಲ್ಲವೇ ರಾಜ್ಯ ಅರ್ಹತಾ ಪರೀಕ್ಷೆ (ಕೆಸೆಟ್) ತೇರ್ಗಡೆಯಾಗಿರಬೇಕು. ಪಿಎಚ್‌ಡಿ ಪಡೆದಿರಬೇಕು ಎಂದು ಆಗ್ರಹಿಸಿದೆ. ಇದರಿಂದ ನಮಗೆ ಸಮಸ್ಯೆಯಾಗಿದೆ ಎಂದು ಅತಿಥಿ ಉಪನ್ಯಾಸಕರು ಬೇಸರ ವ್ಯಕ್ತಪಡಿಸಿದ್ದಾರೆ.: [578, 1663, 814, 1776]
- ashoka-chakra-icon: [644, 1413, 750, 1499]
- deralakatte-event-photo: [1137, 246, 1465, 414]
- highlights-list: [1026, 2002, 1248, 2216]
- ugc-logo: [581, 1402, 812, 1585]
- story-jalaluddin-obituary: [45, 1457, 313, 1829]
- article-body: ಕರ್ಕಳ, ಸಾಹಿತ್ಯ ವಸ್ತು ಪ್ರದರ್ಶನವನ್ನು ಜಮಿಯ್ಯತುಲ್ ಫಲಾಹ್ ಓಟಿಗಿ ಮುಖ್ಯಸ್ಥ ಅಶ್ರಫ್ ಅಲ್ವರ್ ಹಾಗೂ ಗಣಿತ ವಸ್ತು ಪ್ರದರ್ಶನವನ್ನು ಜಿಲ್ಲಾಕೋಶಾಧಿಕಾರಿ ಅಬ್ದುಲ್ ನಾಸಿರ್ ಕೆ.ಕೆ. ಉದ್ಘಾಟಿಸಿದರು. ಮುಖ್ಯ ಕಾರ್ಯದರ್ಶಿ ಮುಹಮ್ಮದ್ ಹನೀಫ್ ಸೇರಿದಂತೆ ಜಮಿಯ್ಯತುಲ್ ಆಡಳಿತ ಮಂಡಳಿಯ ಪದಾಧಿಕಾರಿಗಳು ಹಾಗೂ ಸದಸ್ಯರು ಕಾರ್ಯಕ್ರಮದಲ್ಲಿ ಭಾಗವಹಿಸಿದ್ದರು. ಮುಖ್ಯ ಅತಿಥಿಗಳ ಹಾಗೂ ಪದಾಧಿಕಾರಿಗಳ ಸ್ವಾಗತವನ್ನು ಸಂಚಾಲಕ ಪರ್ವೇಜ್ ಅಲಿ ನಿರ್ವಹಿಸಿದರು. ಪ್ರಾಂಶುಪಾಲ ಅಬೂಬಕ್ಕರ್ ಕೆ. ಕಾರ್ಯಕ್ರಮವನ್ನು ನಿರೂಪಿಸಿದರು. ಅಟಲ್ ಟಿಂಕರಿಂಗ್ ಕನ್ವೀನರ್ ಖಲೀಲ್ ಇಬ್ರಾಹಿಂ ಧನ್ಯವಾದ ಅರ್ಪಿಸಿದರು.: [45, 1130, 313, 1293]
- article-body: ಅಂತಿಮವಾಗಿ ಮರಣಹೊಂದುತ್ತಾರೆ. ಆದರೆ ಲಲಿತಾ ಅವರದ್ದು ಸಾಯುವ ವಯಸ್ಸಲ್ಲ. ಬಿಜೆಪಿ ಪಕ್ಷ ಬಲಿಷ್ಠಗೊಳಿಸಲು ದಿ.ಲಲಿತಾ ಡಿ ಸುಂದರ್ ಅವರ ಕೊಡುಗೆ ಮಹತ್ವದ್ದಾಗಿದೆ ಎನ್ನುತ್ತಾ ಅವರ ಕಾರ್ಯವೈಖರಿಯನ್ನು ನೆನಪಿಸಿಕೊಂಡರು. ದಕ್ಷಿಣ ಕನ್ನಡ ಜಿಲ್ಲಾ ಸಂಸದರಾದ ಬ್ರಿಜೇಶ್ ಚೌಟ ಮಾತನಾಡಿ, ಕಳೆದ ಬಾರಿ ಲೋಕಸಭಾ ಚುನಾವಣಾ ಸಂದರ್ಭದಲ್ಲಿ ಅಭ್ಯರ್ಥಿಯಾಗಿದ್ದಾಗ ಸ್ವತಃ ಲಲಿತಾ ಸುಂದರ್ ಅವರು ಕರೆ ಮಾಡಿ ವಿಚಾರಿಸಿದ್ದರು. ತಾಯಿಯಂತೆ ಮಮತೆಯನ್ನು ತೋರುತ್ತಿದ್ದ ಲಲಿತಾ ಸುಂದರ್ ಅವರು ಒಬ್ಬ ರಾಜಕೀಯದ ದಿಟ್ಟ ಮಹಿಳೆ. ಅವರ ಮಾತೃ ಹೃದಯಕ್ಕೆ ನೊಂದವರಿದ್ದರು. ಉಳ್ಳಾಲ ಕ್ಷೇತ್ರಕ್ಕೆ ಲಲಿತಾ ಸುಂದರ್ ಅವರು ವಿಶೇಷವಾದ ಕೊಡುಗೆ ನೀಡಿದ್ದಾರೆ ಎಂದರು. ಹಿರಿಯ ನಾಯಕರಾದ ಸೀತಾರಾ: [549, 931, 776, 1142]
